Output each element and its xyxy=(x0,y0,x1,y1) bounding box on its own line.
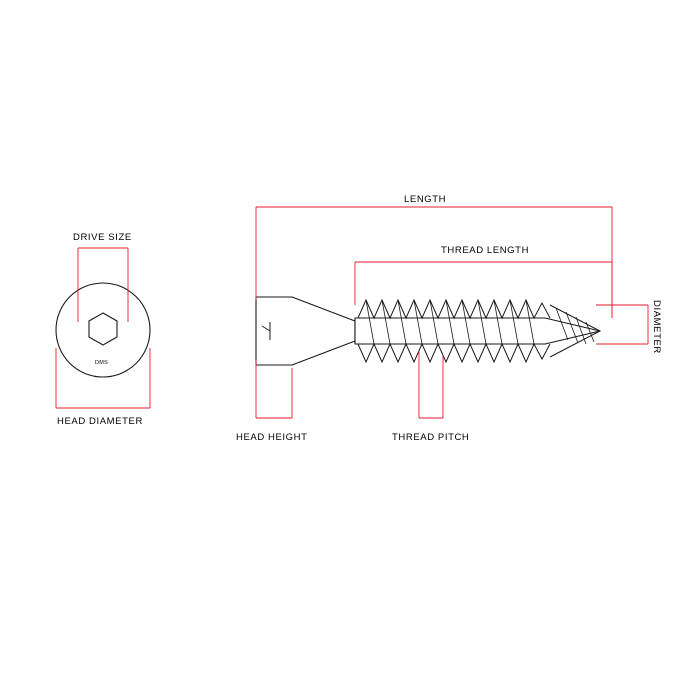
length-dimension xyxy=(256,207,612,318)
label-length: LENGTH xyxy=(404,194,447,205)
label-diameter: DIAMETER xyxy=(651,300,662,354)
label-head-diameter: HEAD DIAMETER xyxy=(57,416,143,427)
label-thread-pitch: THREAD PITCH xyxy=(392,432,470,443)
label-thread-length: THREAD LENGTH xyxy=(441,245,530,256)
label-drive-mark: DMS xyxy=(95,360,109,366)
label-head-height: HEAD HEIGHT xyxy=(236,432,308,443)
screw-side-view xyxy=(256,297,600,365)
thread-pitch-dimension xyxy=(419,352,443,418)
diameter-dimension xyxy=(596,305,648,344)
label-drive-size: DRIVE SIZE xyxy=(73,232,132,243)
head-height-dimension xyxy=(256,360,292,418)
